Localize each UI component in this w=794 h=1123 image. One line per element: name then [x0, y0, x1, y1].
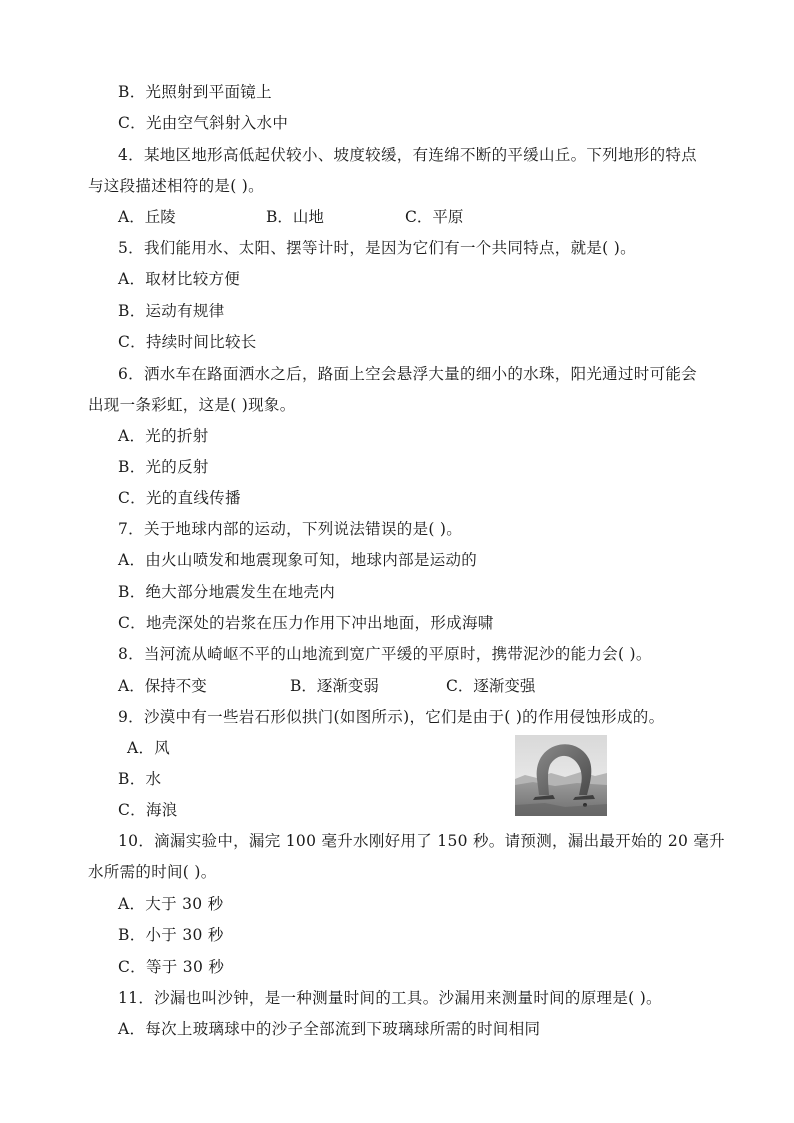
q4-option-b: B．山地: [266, 208, 324, 226]
rock-arch-photo: [515, 735, 607, 816]
q9-option-a: A．风: [127, 739, 171, 757]
q10-option-a: A．大于 30 秒: [118, 895, 224, 913]
q5-stem: 5．我们能用水、太阳、摆等计时，是因为它们有一个共同特点，就是( )。: [118, 239, 636, 257]
q10-stem-line1: 10．滴漏实验中，漏完 100 毫升水刚好用了 150 秒。请预测，漏出最开始的 20 毫升: [118, 832, 725, 850]
q7-stem: 7．关于地球内部的运动，下列说法错误的是( )。: [118, 520, 463, 538]
q5-option-c: C．持续时间比较长: [118, 333, 257, 351]
q9-stem: 9．沙漠中有一些岩石形似拱门(如图所示)，它们是由于( )的作用侵蚀形成的。: [118, 708, 665, 726]
q10-option-c: C．等于 30 秒: [118, 958, 225, 976]
q8-option-a: A．保持不变: [118, 677, 207, 695]
q3-option-b: B．光照射到平面镜上: [118, 83, 272, 101]
q6-stem-line1: 6．洒水车在路面洒水之后，路面上空会悬浮大量的细小的水珠，阳光通过时可能会: [118, 365, 697, 383]
q6-option-a: A．光的折射: [118, 427, 209, 445]
q4-stem-line1: 4．某地区地形高低起伏较小、坡度较缓，有连绵不断的平缓山丘。下列地形的特点: [118, 146, 697, 164]
q4-option-a: A．丘陵: [118, 208, 176, 226]
q8-option-c: C．逐渐变强: [446, 677, 536, 695]
q9-option-c: C．海浪: [118, 801, 178, 819]
q6-stem-line2: 出现一条彩虹，这是( )现象。: [88, 396, 296, 414]
q10-stem-line2: 水所需的时间( )。: [88, 863, 217, 881]
q5-option-b: B．运动有规律: [118, 302, 225, 320]
q6-option-b: B．光的反射: [118, 458, 209, 476]
rock-arch-illustration: [515, 735, 607, 816]
q11-stem: 11．沙漏也叫沙钟，是一种测量时间的工具。沙漏用来测量时间的原理是( )。: [118, 989, 662, 1007]
q9-option-b: B．水: [118, 770, 162, 788]
q7-option-c: C．地壳深处的岩浆在压力作用下冲出地面，形成海啸: [118, 614, 494, 632]
q7-option-b: B．绝大部分地震发生在地壳内: [118, 583, 336, 601]
q4-option-c: C．平原: [405, 208, 464, 226]
q10-option-b: B．小于 30 秒: [118, 926, 224, 944]
q8-stem: 8．当河流从崎岖不平的山地流到宽广平缓的平原时，携带泥沙的能力会( )。: [118, 645, 652, 663]
q7-option-a: A．由火山喷发和地震现象可知，地球内部是运动的: [118, 551, 478, 569]
q11-option-a: A．每次上玻璃球中的沙子全部流到下玻璃球所需的时间相同: [118, 1020, 541, 1038]
q5-option-a: A．取材比较方便: [118, 270, 241, 288]
q8-option-b: B．逐渐变弱: [290, 677, 379, 695]
q3-option-c: C．光由空气斜射入水中: [118, 114, 289, 132]
q4-stem-line2: 与这段描述相符的是( )。: [88, 177, 264, 195]
q6-option-c: C．光的直线传播: [118, 489, 241, 507]
